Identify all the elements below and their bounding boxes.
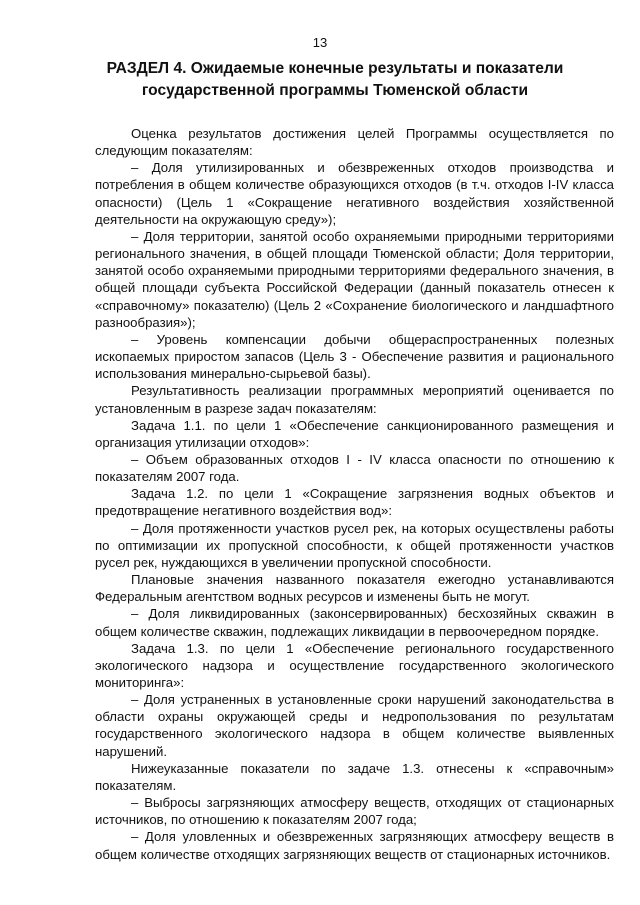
indicator-riverbed-share: – Доля протяженности участков русел рек, на которых осуществлены работы по оптимизации их пропускной способности, к общей протяженности участков русел рек, нуждающихся в увеличении пропускной способности. [95,520,614,570]
indicator-wells-share: – Доля ликвидированных (законсервированных) бесхозяйных скважин в общем количестве скважин, подлежащих ликвидации в первоочередном порядке. [95,606,614,639]
task-1-1-heading: Задача 1.1. по цели 1 «Обеспечение санкционированного размещения и организация утилизации отходов»: [95,417,614,450]
paragraph-planned-values: Плановые значения названного показателя ежегодно устанавливаются Федеральным агентством водных ресурсов и изменены быть не могут. [95,572,614,605]
task-1-3-heading: Задача 1.3. по цели 1 «Обеспечение регионального государственного экологического надзора и осуществление государственного экологического мониторинга»: [95,640,614,690]
indicator-waste-volume: – Объем образованных отходов I - IV класса опасности по отношению к показателям 2007 года. [95,451,614,485]
section-title-line-1: РАЗДЕЛ 4. Ожидаемые конечные результаты и показатели [106,60,564,77]
paragraph-reference-indicators: Нижеуказанные показатели по задаче 1.3. отнесены к «справочным» показателям. [95,760,614,793]
page-number: 13 [312,35,328,50]
paragraph-intro: Оценка результатов достижения целей Программы осуществляется по следующим показателям: [95,126,614,159]
indicator-mineral-compensation: – Уровень компенсации добычи общераспространенных полезных ископаемых приростом запасов (Цель 3 - Обеспечение развития и рационального использования минерально-сырьевой базы). [95,331,614,382]
indicator-captured-pollutants: – Доля уловленных и обезвреженных загрязняющих атмосферу веществ в общем количестве отходящих загрязняющих веществ от стационарных источников. [95,829,614,862]
section-title [100,58,570,102]
indicator-violations-share: – Доля устраненных в установленные сроки нарушений законодательства в области охраны окружающей среды и недропользования по результатам государственного экологического надзора в общем количестве выявленных нарушений. [95,692,614,759]
indicator-protected-territories: – Доля территории, занятой особо охраняемыми природными территориями регионального значения, в общей площади Тюменской области; Доля территории, занятой особо охраняемыми природными территориями федерального значения, в общей площади субъекта Российской Федерации (данный показатель отнесен к «справочному» показателю) (Цель 2 «Сохранение биологического и ландшафтного разнообразия»); [95,228,614,330]
indicator-emissions: – Выбросы загрязняющих атмосферу веществ, отходящих от стационарных источников, по отношению к показателям 2007 года; [95,795,614,828]
document-body [95,125,614,863]
indicator-waste-utilization: – Доля утилизированных и обезвреженных отходов производства и потребления в общем количестве образующихся отходов (в т.ч. отходов I-IV класса опасности) (Цель 1 «Сокращение негативного воздействия хозяйственной деятельности на окружающую среду»); [95,160,614,227]
section-title-line-2: государственной программы Тюменской области [141,82,529,99]
paragraph-effectiveness: Результативность реализации программных мероприятий оценивается по установленным в разрезе задач показателям: [95,383,614,416]
task-1-2-heading: Задача 1.2. по цели 1 «Сокращение загрязнения водных объектов и предотвращение негативного воздействия вод»: [95,486,614,519]
